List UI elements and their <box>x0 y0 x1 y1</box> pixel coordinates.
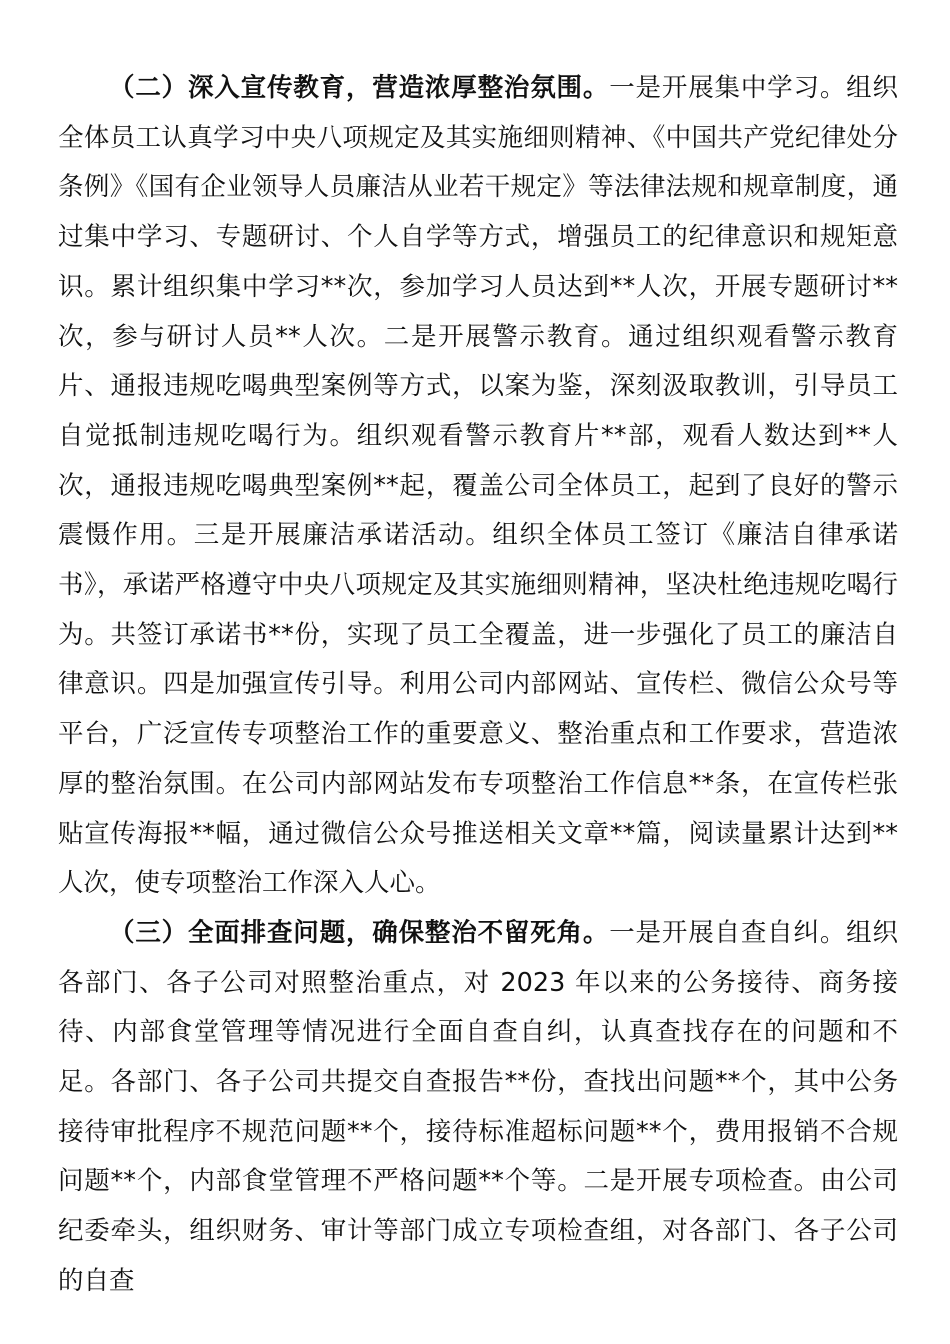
paragraph-publicity-education <box>58 64 898 909</box>
section-heading-investigation: （三）全面排查问题，确保整治不留死角。 <box>109 917 610 948</box>
paragraph-problem-investigation <box>58 909 898 1307</box>
paragraph-body-investigation: 一是开展自查自纠。组织各部门、各子公司对照整治重点，对 2023 年以来的公务接待、商务接待、内部食堂管理等情况进行全面自查自纠，认真查找存在的问题和不足。各部门、各子公司共提交自查报告**份，查找出问题**个，其中公务接待审批程序不规范问题**个，接待标准超标问题**个，费用报销不合规问题**个，内部食堂管理不严格问题**个等。二是开展专项检查。由公司纪委牵头，组织财务、审计等部门成立专项检查组，对各部门、各子公司的自查 <box>58 917 898 1296</box>
section-heading-publicity: （二）深入宣传教育，营造浓厚整治氛围。 <box>109 73 610 103</box>
paragraph-body-publicity: 一是开展集中学习。组织全体员工认真学习中央八项规定及其实施细则精神、《中国共产党纪律处分条例》《国有企业领导人员廉洁从业若干规定》等法律法规和规章制度，通过集中学习、专题研讨、个人自学等方式，增强员工的纪律意识和规矩意识。累计组织集中学习**次，参加学习人员达到**人次，开展专题研讨**次，参与研讨人员**人次。二是开展警示教育。通过组织观看警示教育片、通报违规吃喝典型案例等方式，以案为鉴，深刻汲取教训，引导员工自觉抵制违规吃喝行为。组织观看警示教育片**部，观看人数达到**人次，通报违规吃喝典型案例**起，覆盖公司全体员工，起到了良好的警示震慑作用。三是开展廉洁承诺活动。组织全体员工签订《廉洁自律承诺书》，承诺严格遵守中央八项规定及其实施细则精神，坚决杜绝违规吃喝行为。共签订承诺书**份，实现了员工全覆盖，进一步强化了员工的廉洁自律意识。四是加强宣传引导。利用公司内部网站、宣传栏、微信公众号等平台，广泛宣传专项整治工作的重要意义、整治重点和工作要求，营造浓厚的整治氛围。在公司内部网站发布专项整治工作信息**条，在宣传栏张贴宣传海报**幅，通过微信公众号推送相关文章**篇，阅读量累计达到**人次，使专项整治工作深入人心。 <box>58 73 898 899</box>
document-page <box>58 64 898 1307</box>
